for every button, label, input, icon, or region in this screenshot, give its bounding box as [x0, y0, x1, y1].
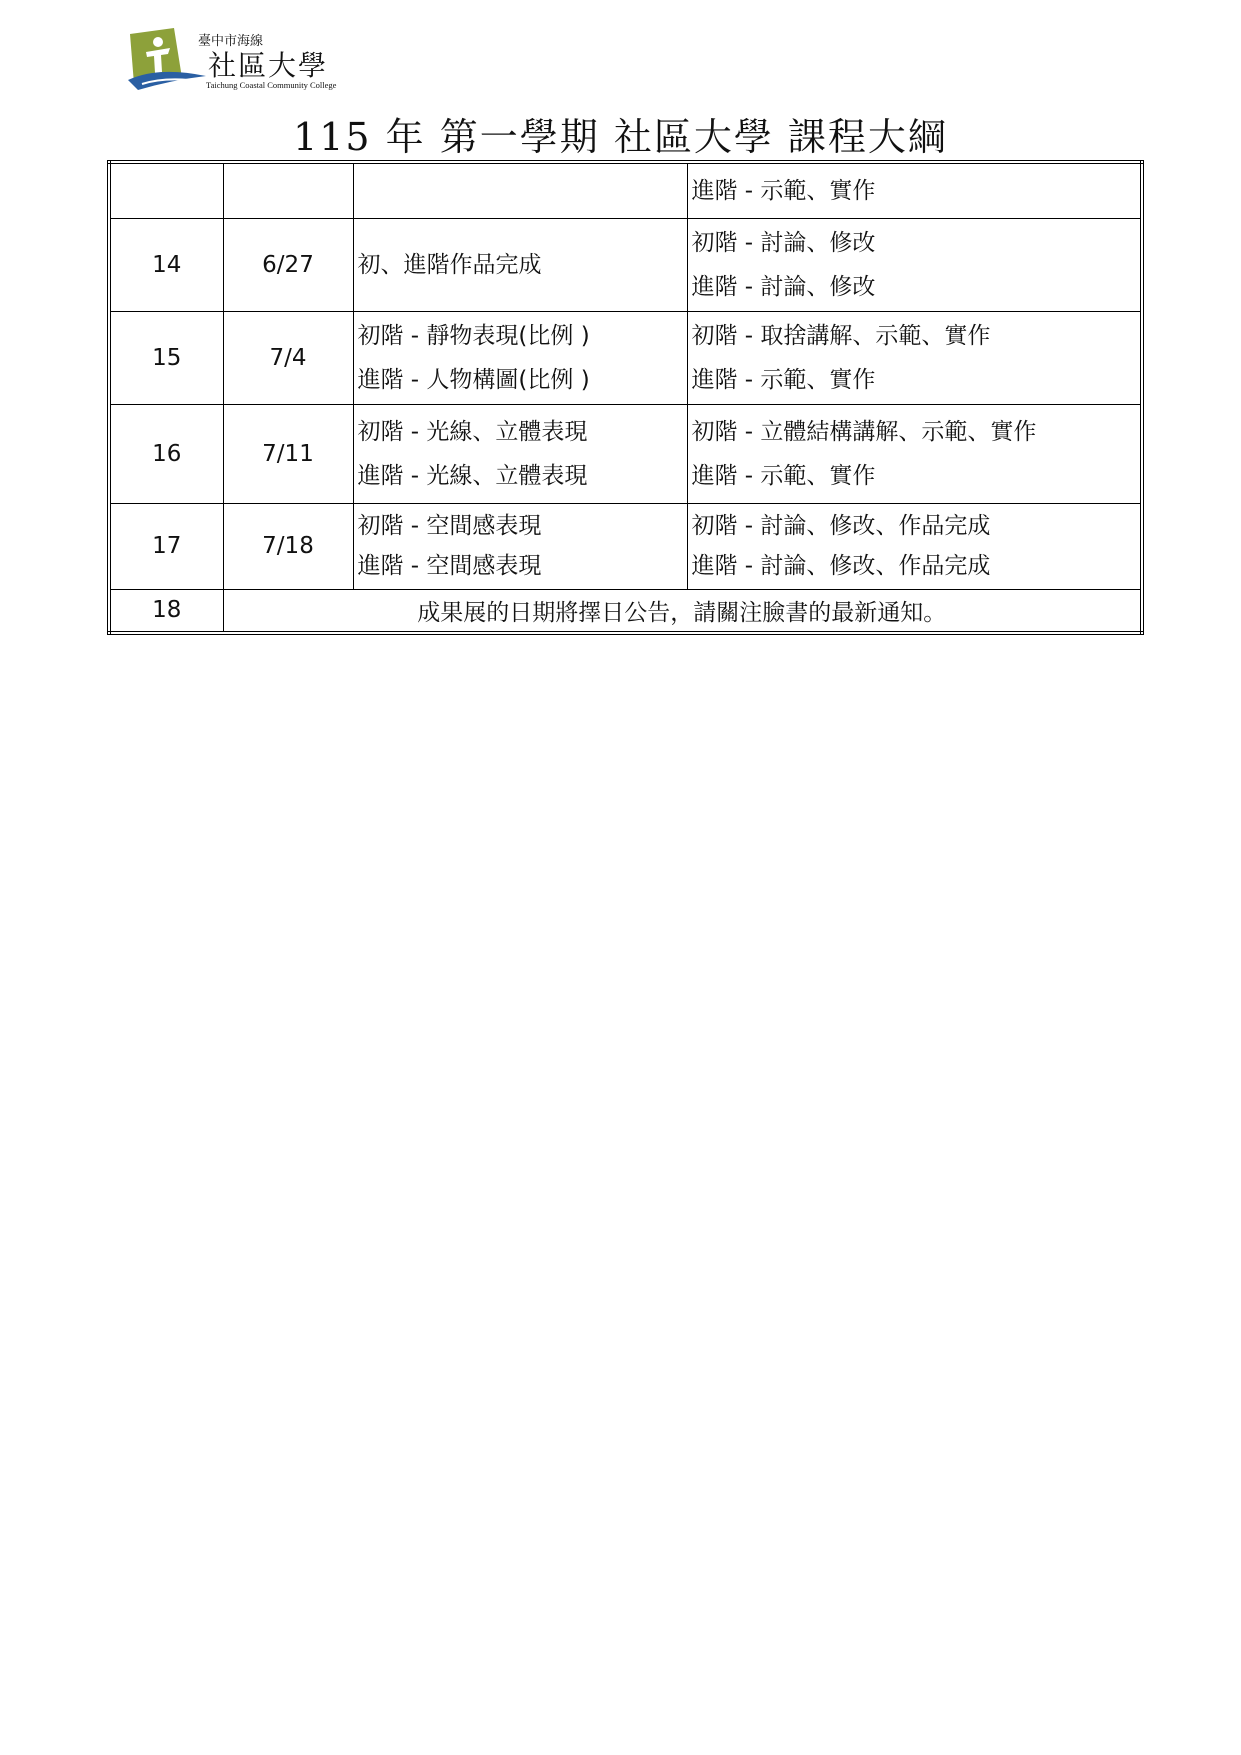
- content-cell: [353, 162, 687, 218]
- table-row: [109, 503, 1142, 589]
- week-cell: 18: [109, 589, 223, 633]
- method-line: 初階 - 取捨講解、示範、實作: [691, 322, 991, 349]
- week-cell: 16: [109, 404, 223, 503]
- logo-name-text: 社區大學: [208, 49, 329, 82]
- method-line: 進階 - 示範、實作: [691, 366, 876, 393]
- method-line: 進階 - 示範、實作: [691, 462, 876, 489]
- content-cell: [353, 311, 687, 404]
- logo-city-text: 臺中市海線: [198, 34, 264, 49]
- table-row: [109, 162, 1142, 218]
- exhibition-note-cell: 成果展的日期將擇日公告，請關注臉書的最新通知。: [223, 589, 1142, 633]
- method-line: 進階 - 討論、修改、作品完成: [691, 553, 991, 579]
- content-line: 初、進階作品完成: [357, 251, 542, 278]
- table-row: [109, 589, 1142, 633]
- method-cell: [687, 162, 1142, 218]
- date-cell: 6/27: [223, 218, 353, 311]
- content-line: 進階 - 空間感表現: [357, 553, 542, 579]
- method-cell: [687, 503, 1142, 589]
- content-cell: [353, 503, 687, 589]
- content-line: 進階 - 人物構圖(比例 ): [357, 366, 590, 393]
- date-cell: 7/18: [223, 503, 353, 589]
- method-cell: [687, 404, 1142, 503]
- content-line: 初階 - 靜物表現(比例 ): [357, 322, 590, 349]
- week-cell: 14: [109, 218, 223, 311]
- school-logo: [128, 26, 388, 96]
- syllabus-table: [107, 160, 1144, 635]
- date-cell: 7/4: [223, 311, 353, 404]
- page-title: 115 年 第一學期 社區大學 課程大綱: [293, 115, 948, 159]
- table-row: [109, 404, 1142, 503]
- week-cell: 17: [109, 503, 223, 589]
- method-line: 進階 - 討論、修改: [691, 273, 876, 300]
- logo-emblem-icon: [128, 26, 208, 90]
- content-cell: [353, 404, 687, 503]
- method-cell: [687, 311, 1142, 404]
- date-cell: 7/11: [223, 404, 353, 503]
- syllabus-table-wrapper: [107, 160, 1144, 635]
- method-cell: [687, 218, 1142, 311]
- content-line: 初階 - 空間感表現: [357, 513, 542, 539]
- content-cell: [353, 218, 687, 311]
- method-line: 初階 - 討論、修改、作品完成: [691, 513, 991, 539]
- table-row: [109, 311, 1142, 404]
- table-row: [109, 218, 1142, 311]
- method-line: 初階 - 立體結構講解、示範、實作: [691, 418, 1037, 445]
- logo-english-text: Taichung Coastal Community College: [206, 80, 337, 90]
- method-line: 進階 - 示範、實作: [691, 177, 876, 204]
- content-line: 初階 - 光線、立體表現: [357, 418, 588, 445]
- week-cell: 15: [109, 311, 223, 404]
- content-line: 進階 - 光線、立體表現: [357, 462, 588, 489]
- date-cell: [223, 162, 353, 218]
- method-line: 初階 - 討論、修改: [691, 229, 876, 256]
- week-cell: [109, 162, 223, 218]
